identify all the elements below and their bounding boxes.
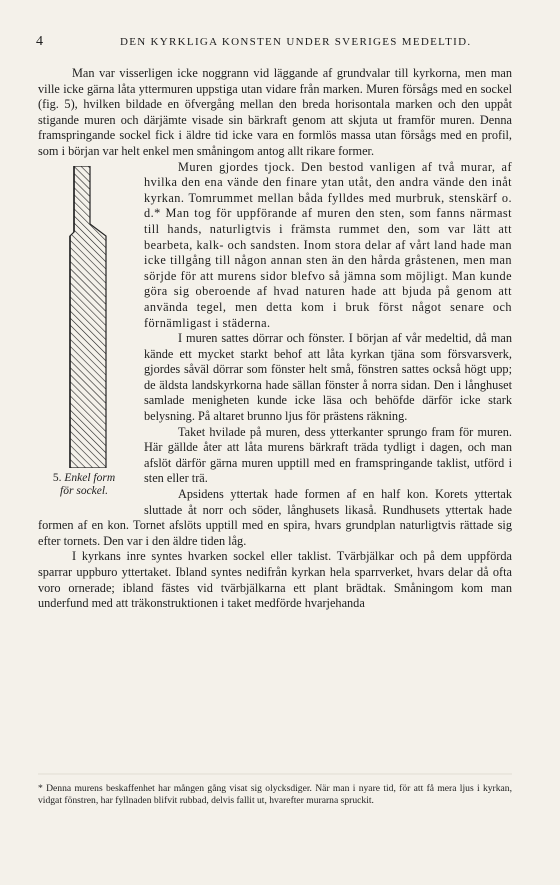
caption-line-1: Enkel form	[64, 471, 116, 484]
body-text	[38, 66, 512, 612]
footnote-text: * Denna murens beskaffenhet har mången gång visat sig olycksdiger. När man i nyare tid, för att få mera ljus i kyrkan, vidgat fönstren, har fyllnaden blifvit rubbad, delvis fallit ut, hvarefter murarna spruckit.	[38, 783, 512, 806]
paragraph-6: I kyrkans inre syntes hvarken sockel eller taklist. Tvärbjälkar och på dem uppförda sparrar uppburo yttertaket. Ibland syntes nedifrån kyrkan hela sparrverket, hvars delar då ofta voro ornerade; ibland fästes vid tvärbjälkarna ett plant brädtak. Småningom kom man underfund med att träkonstruktionen i taket medförde hvarjehanda	[38, 549, 512, 611]
plinth-illustration	[52, 166, 124, 468]
running-title: DEN KYRKLIGA KONSTEN UNDER SVERIGES MEDELTID.	[120, 36, 472, 48]
wall-section	[70, 166, 106, 468]
paragraph-5: Apsidens yttertak hade formen af en half kon. Korets yttertak sluttade åt norr och söder, långhusets likaså. Rundhusets yttertak hade formen af en kon. Tornet afslöts upptill med en spira, hvars grundplan naturligtvis rättade sig efter tornets. Den var i den äldre tiden låg.	[38, 487, 512, 548]
footnote	[38, 783, 512, 807]
page-number: 4	[36, 34, 43, 49]
paragraph-4: Taket hvilade på muren, dess ytterkanter sprungo fram för muren. Här gällde åter att låta murens bärkraft träda tydligt i dagen, och man afslöt därför gärna muren upptill med en framspringande taklist, utförd i sten eller trä.	[144, 424, 512, 486]
paragraph-3: I muren sattes dörrar och fönster. I början af vår medeltid, då man kände ett mycket starkt behof att låta kyrkan tjäna som försvarsverk, gjordes såväl dörrar som fönster helt små, fönstren sattes också högt upp; de äldsta landskyrkorna hade sällan fönster å norra sidan. Den i långhuset samlade menigheten kunde icke läsa och behöfde därför icke stark belysning. På altaret brunno ljus för prästens räkning.	[144, 331, 512, 424]
caption-line-2: för sockel.	[60, 484, 108, 497]
figure-number: 5.	[52, 471, 62, 484]
paragraph-1: Man var visserligen icke noggrann vid läggande af grundvalar till kyrkorna, men man ville icke gärna låta yttermuren uppstiga utan vidare från marken. Muren försågs med en sockel (fig. 5), hvilken bildade en öfvergång mellan den breda horisontala marken och den uppåt stigande muren och därjämte visade sin bärkraft genom att skjuta ut framför muren. Denna framspringande sockel fick i äldre tid icke vara en formlös massa utan försågs med en profil, som i början var helt enkel men småningom antog allt rikare former.	[38, 66, 512, 158]
footnote-rule	[38, 773, 512, 775]
figure-5	[38, 160, 136, 512]
paragraph-2: Muren gjordes tjock. Den bestod vanligen af två murar, af hvilka den ena vände den finare ytan utåt, den andra vände den inåt kyrkan. Tomrummet mellan båda fylldes med murbruk, stenskärf o. d.* Man tog för uppförande af muren den sten, som fanns närmast till hands, naturligtvis i främsta rummet den, som var lätt att bearbeta, kalk- och sandsten. Inom stora delar af vårt land hade man icke tillgång till någon annan sten än den hårda gråstenen, men man sörjde för att murens sidor blefvo så jämna som möjligt. Man kunde göra sig oberoende af hvad naturen hade att bjuda på genom att använda tegel, men detta kom i bruk först något senare och förnämligast i städerna.	[144, 159, 512, 330]
figure-caption	[34, 472, 134, 498]
